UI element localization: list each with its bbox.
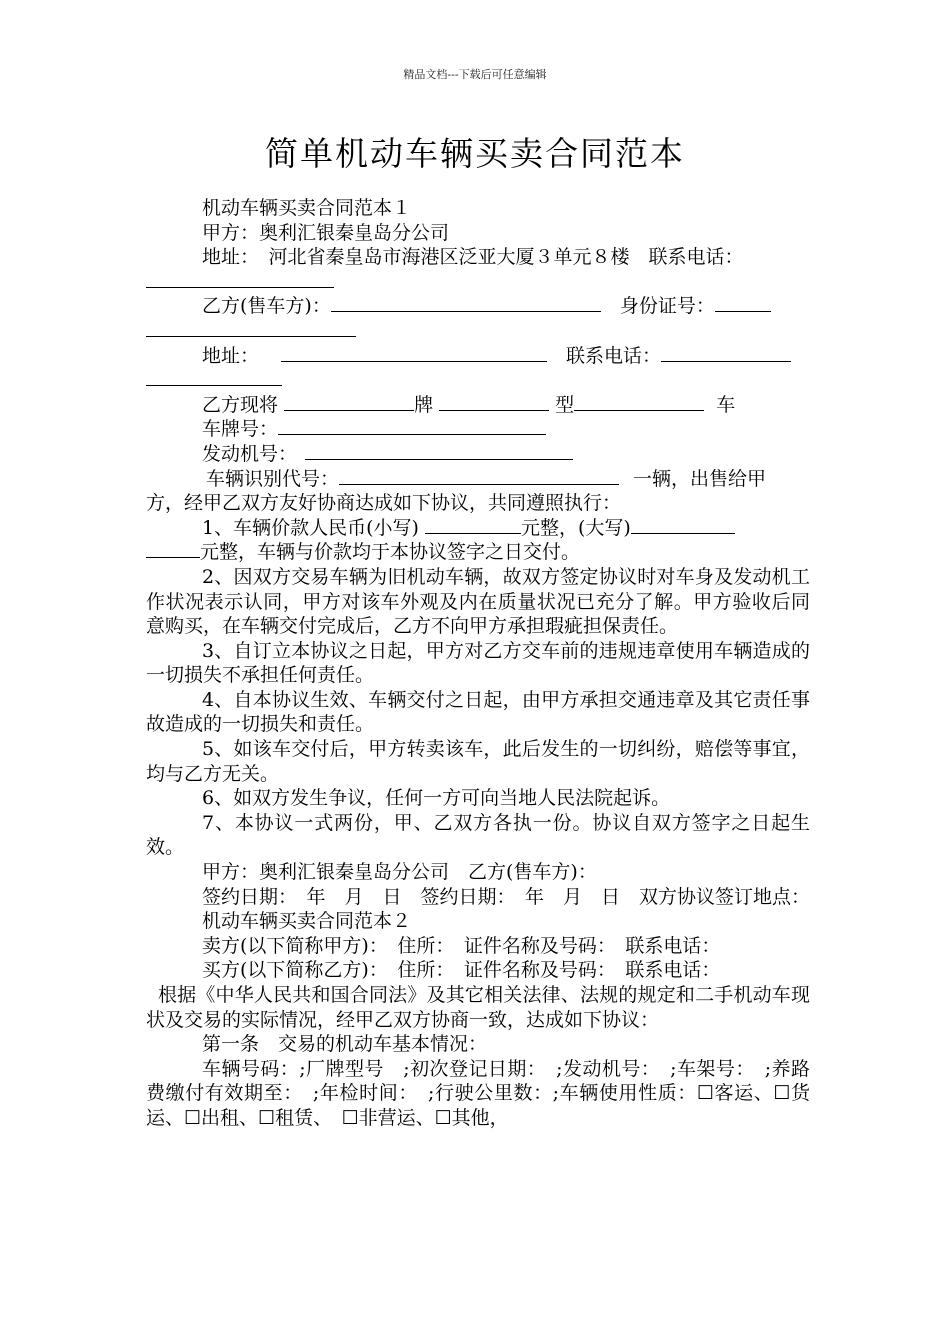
clause-2: 2、因双方交易车辆为旧机动车辆，故双方签定协议时对车身及发动机工作状况表示认同，甲方对该车外观及内在质量状况已充分了解。甲方验收后同意购买，在车辆交付完成后，乙方不向甲方承担瑕疵担保责任。 [146, 565, 810, 638]
party-a-line: 甲方：奥利汇银秦皇岛分公司 [202, 221, 450, 244]
phone-blank [661, 344, 791, 362]
section-heading-1: 机动车辆买卖合同范本１ [202, 197, 412, 219]
section-heading-2: 机动车辆买卖合同范本２ [202, 910, 412, 933]
blank-line [146, 368, 810, 393]
address-blank [281, 344, 547, 362]
party-b-label: 乙方(售车方)： [202, 295, 331, 318]
clause-1-cont [146, 540, 810, 565]
clause-6: 6、如双方发生争议，任何一方可向当地人民法院起诉。 [202, 787, 671, 810]
plate-label: 车牌号： [202, 418, 279, 441]
article-1-heading: 第一条 交易的机动车基本情况： [202, 1033, 488, 1056]
vin-label: 车辆识别代号： [206, 467, 340, 490]
agreement-intro: 方，经甲乙双方友好协商达成如下协议，共同遵照执行： [146, 492, 622, 515]
plate-line [146, 417, 810, 442]
document-body [146, 196, 810, 1131]
document-title: 简单机动车辆买卖合同范本 [265, 134, 685, 173]
legal-basis: 根据《中华人民共和国合同法》及其它相关法律、法规的规定和二手机动车现状及交易的实际情况，经甲乙双方协商一致，达成如下协议： [146, 984, 810, 1031]
id-number-blank [715, 294, 771, 312]
vin-line [146, 467, 810, 492]
id-number-label: 身份证号： [600, 295, 715, 318]
clause-7: 7、本协议一式两份，甲、乙双方各执一份。协议自双方签字之日起生效。 [146, 811, 810, 859]
signature-dates: 签约日期： 年 月 日 签约日期： 年 月 日 双方协议签订地点： [202, 885, 811, 908]
article-1-details: 车辆号码：;厂牌型号 ;初次登记日期： ;发动机号： ;车架号： ;养路费缴付有效期至： ;年检时间： ;行驶公里数：;车辆使用性质：☐客运、☐货运、☐出租、☐租赁、 ☐非营运、☐其他， [146, 1057, 810, 1129]
blank-line [146, 270, 810, 295]
model-label: 型 [555, 393, 575, 416]
signature-parties: 甲方：奥利汇银秦皇岛分公司 乙方(售车方)： [202, 861, 597, 884]
vehicle-intro: 乙方现将 [202, 393, 279, 416]
clause-3: 3、自订立本协议之日起，甲方对乙方交车前的违规违章使用车辆造成的一切损失不承担任何责任。 [146, 639, 810, 687]
party-b-line [146, 294, 810, 319]
price-upper-label: 元整，(大写) [520, 516, 631, 539]
clause-4: 4、自本协议生效、车辆交付之日起，由甲方承担交通违章及其它责任事故造成的一切损失和责任。 [146, 688, 810, 736]
address-label: 地址： [202, 344, 260, 367]
vehicle-line [146, 393, 810, 418]
buyer-info: 买方(以下简称乙方)： 住所： 证件名称及号码： 联系电话： [202, 959, 721, 982]
sale-clause: 一辆，出售给甲 [633, 467, 767, 490]
phone-label: 联系电话： [547, 344, 662, 367]
brand-label: 牌 [414, 393, 434, 416]
seller-info: 卖方(以下简称甲方)： 住所： 证件名称及号码： 联系电话： [202, 934, 721, 957]
vehicle-label: 车 [716, 393, 736, 416]
engine-label: 发动机号： [202, 442, 298, 465]
party-b-address [146, 344, 810, 369]
price-label: 1、车辆价款人民币(小写) [202, 516, 419, 539]
clause-5: 5、如该车交付后，甲方转卖该车，此后发生的一切纠纷，赔偿等事宜，均与乙方无关。 [146, 738, 810, 785]
party-a-address: 地址： 河北省秦皇岛市海港区泛亚大厦３单元８楼 联系电话： [202, 246, 744, 269]
blank-line [146, 319, 810, 344]
clause-1-text: 元整，车辆与价款均于本协议签字之日交付。 [200, 541, 581, 564]
party-b-blank [331, 294, 601, 312]
header-note: 精品文档---下载后可任意编辑 [403, 68, 547, 81]
engine-line [146, 442, 810, 467]
clause-1 [146, 516, 810, 541]
